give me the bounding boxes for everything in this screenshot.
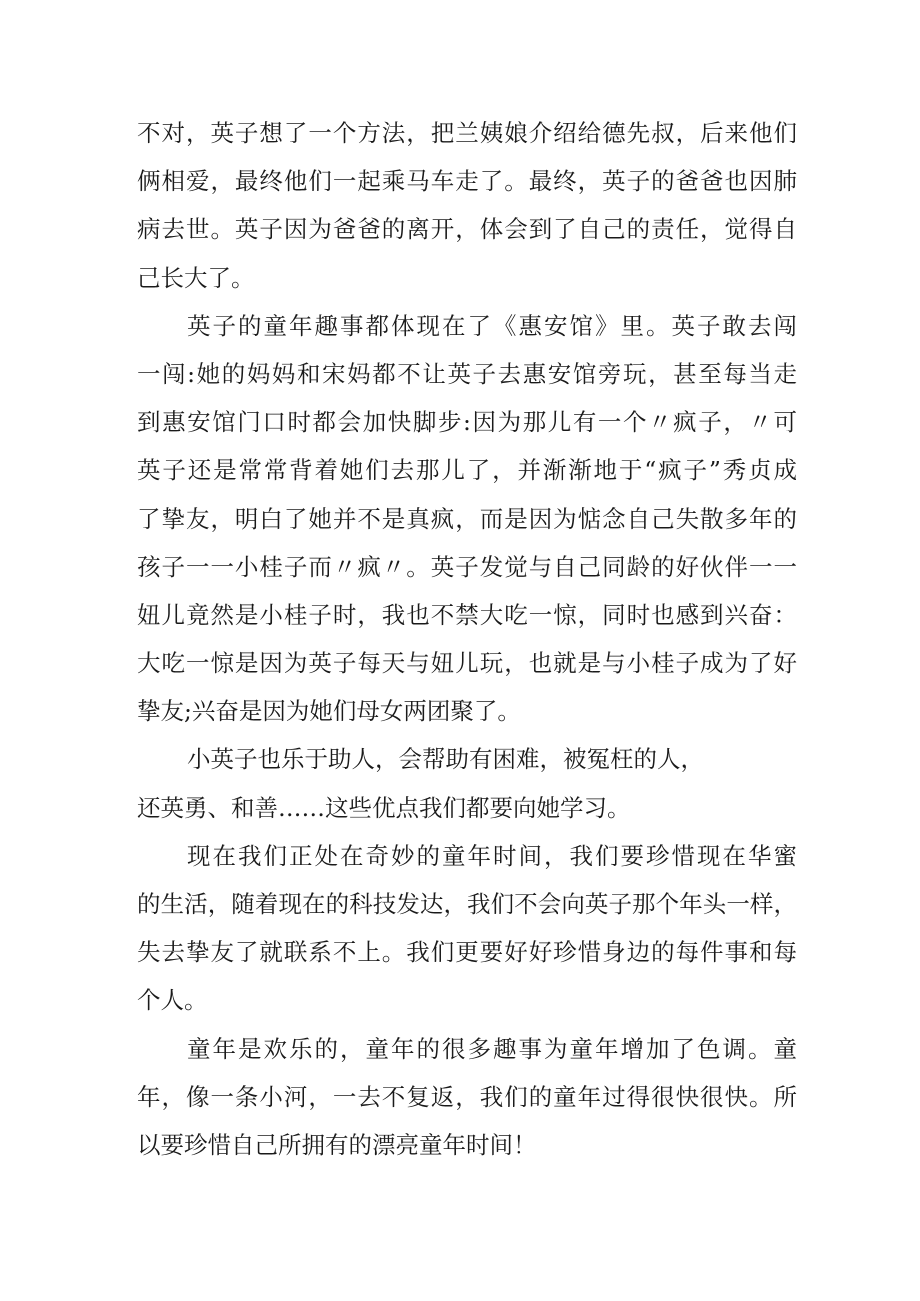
text-line: 一闯:她的妈妈和宋妈都不让英子去惠安馆旁玩，甚至每当走 [137, 359, 797, 388]
text-line: 英子还是常常背着她们去那儿了，并渐渐地于“疯子”秀贞成 [137, 456, 797, 485]
text-line: 以要珍惜自己所拥有的漂亮童年时间！ [137, 1130, 537, 1159]
text-line: 年，像一条小河，一去不复返，我们的童年过得很快很快。所 [137, 1082, 797, 1111]
text-line: 己长大了。 [137, 263, 255, 292]
text-line: 小英子也乐于助人，会帮助有困难，被冤枉的人， [187, 745, 704, 774]
text-line: 的生活，随着现在的科技发达，我们不会向英子那个年头一样， [137, 890, 797, 918]
text-line: 不对，英子想了一个方法，把兰姨娘介绍给德先叔，后来他们 [137, 119, 797, 147]
text-line: 妞儿竟然是小桂子时，我也不禁大吃一惊，同时也感到兴奋： [137, 600, 797, 629]
text-line: 现在我们正处在奇妙的童年时间，我们要珍惜现在华蜜 [187, 841, 797, 870]
paragraph-4 [137, 832, 797, 1025]
text-line: 到惠安馆门口时都会加快脚步:因为那儿有一个〃疯子，〃可 [137, 408, 797, 437]
paragraph-1 [137, 109, 797, 302]
text-line: 大吃一惊是因为英子每天与妞儿玩，也就是与小桂子成为了好 [137, 649, 797, 678]
text-line: 俩相爱，最终他们一起乘马车走了。最终，英子的爸爸也因肺 [137, 167, 797, 196]
text-line: 还英勇、和善……这些优点我们都要向她学习。 [137, 793, 631, 822]
text-line: 童年是欢乐的，童年的很多趣事为童年增加了色调。童 [187, 1034, 797, 1063]
text-line: 失去挚友了就联系不上。我们更要好好珍惜身边的每件事和每 [137, 938, 797, 967]
text-line: 个人。 [137, 986, 208, 1015]
paragraph-2 [137, 302, 797, 736]
text-line: 病去世。英子因为爸爸的离开，体会到了自己的责任，觉得自 [137, 215, 797, 244]
text-line: 英子的童年趣事都体现在了《惠安馆》里。英子敢去闯 [187, 311, 797, 340]
text-line: 了挚友，明白了她并不是真疯，而是因为惦念自己失散多年的 [137, 504, 797, 533]
document-body [137, 109, 797, 1169]
paragraph-3 [137, 735, 797, 831]
text-line: 挚友;兴奋是因为她们母女两团聚了。 [137, 697, 521, 726]
text-line: 孩子一一小桂子而〃疯〃。英子发觉与自己同龄的好伙伴一一 [137, 552, 797, 581]
paragraph-5 [137, 1025, 797, 1170]
